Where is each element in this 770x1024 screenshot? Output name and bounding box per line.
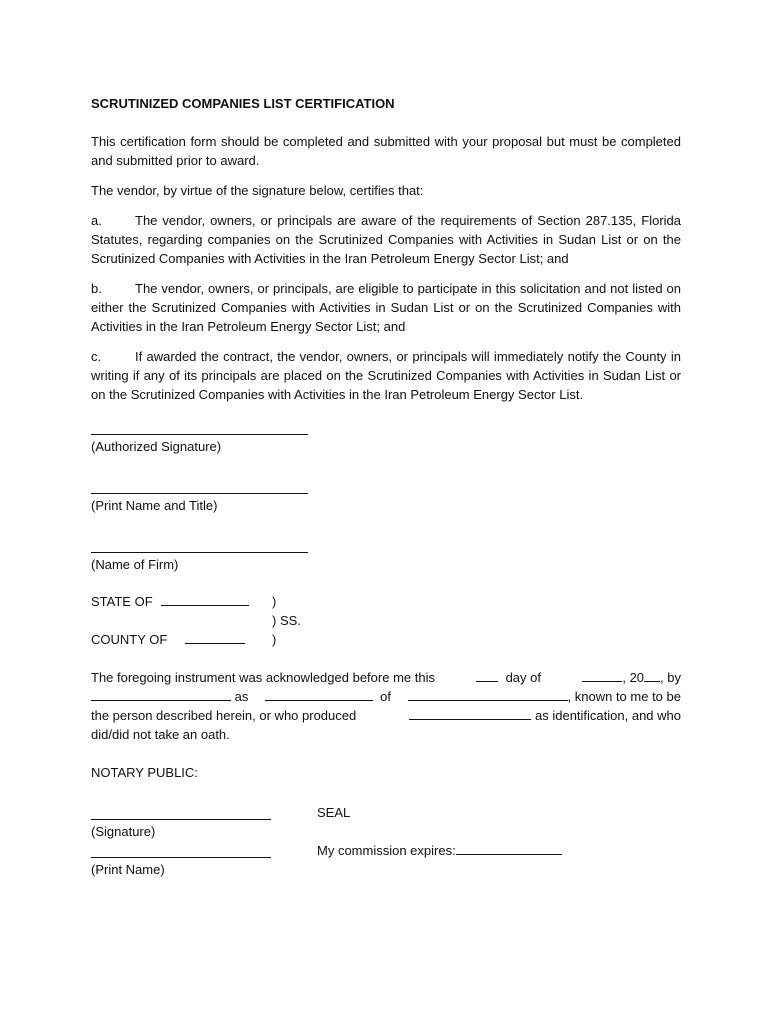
day-blank[interactable] (476, 668, 498, 682)
notary-section (91, 803, 681, 913)
commission-blank[interactable] (456, 841, 562, 855)
list-item-text: If awarded the contract, the vendor, owners, or principals will immediately notify the County in writing if any of its principals are placed on the Scrutinized Companies with Activities in Sudan List or on the Scrutinized Companies with Activities in the Iran Petroleum Energy Sector List. (91, 349, 681, 402)
person-blank[interactable] (91, 687, 231, 701)
seal-label: SEAL (317, 805, 351, 820)
as-text: as (234, 689, 249, 704)
notary-signature-line[interactable] (91, 819, 271, 820)
certifies-paragraph: The vendor, by virtue of the signature below, certifies that: (91, 183, 424, 198)
comma-by-text: , by (660, 670, 681, 685)
year-blank[interactable] (644, 668, 660, 682)
print-name-title-label: (Print Name and Title) (91, 498, 218, 513)
list-marker: a. (91, 213, 102, 228)
paren-bottom: ) (272, 632, 277, 647)
known-text: , known to me to be (567, 689, 681, 704)
notary-heading: NOTARY PUBLIC: (91, 765, 198, 780)
ack-line-2 (91, 687, 681, 706)
state-blank[interactable] (161, 592, 249, 606)
identification-text: as identification, and who (535, 708, 681, 723)
acknowledgment-paragraph (91, 668, 681, 744)
notary-print-name-label: (Print Name) (91, 862, 165, 877)
commission-row (317, 841, 562, 860)
firm-name-label: (Name of Firm) (91, 557, 179, 572)
list-marker: b. (91, 281, 102, 296)
county-label: COUNTY OF (91, 632, 168, 647)
notary-print-name-line[interactable] (91, 857, 271, 858)
list-item (91, 347, 681, 404)
ack-line-1 (91, 668, 681, 687)
list-item-text: The vendor, owners, or principals, are eligible to participate in this solicitation and not listed on either the Scrutinized Companies with Activities in Sudan List or on the Scrutinized Companies with Activities in the Iran Petroleum Energy Sector List; and (91, 281, 681, 334)
list-marker: c. (91, 349, 102, 364)
identification-blank[interactable] (409, 706, 531, 720)
list-item-text: The vendor, owners, or principals are aware of the requirements of Section 287.135, Florida Statutes, regarding companies on the Scrutinized Companies with Activities in Sudan List or on the Scrutinized Companies with Activities in the Iran Petroleum Energy Sector List; and (91, 213, 681, 266)
list-item (91, 211, 681, 268)
list-item (91, 279, 681, 336)
ack-line-3 (91, 706, 681, 725)
certification-document (91, 94, 681, 913)
signature-block (91, 434, 681, 574)
intro-paragraph: This certification form should be completed and submitted with your proposal but must be completed and submitted prior to award. (91, 134, 681, 168)
of-text: of (380, 689, 391, 704)
document-title: SCRUTINIZED COMPANIES LIST CERTIFICATION (91, 96, 395, 111)
ss-row (91, 611, 681, 630)
firm-blank[interactable] (408, 687, 568, 701)
paren-top: ) (272, 594, 277, 609)
oath-text: did/did not take an oath. (91, 727, 230, 742)
county-blank[interactable] (185, 630, 245, 644)
authorized-signature-label: (Authorized Signature) (91, 439, 222, 454)
county-row (91, 630, 681, 649)
produced-text: the person described herein, or who produced (91, 708, 357, 723)
commission-label: My commission expires: (317, 843, 456, 858)
print-name-title-line[interactable] (91, 493, 308, 494)
title-blank[interactable] (265, 687, 373, 701)
state-row (91, 592, 681, 611)
ss-label: ) SS. (272, 613, 301, 628)
comma-20-text: , 20 (622, 670, 645, 685)
authorized-signature-line[interactable] (91, 434, 308, 435)
firm-name-line[interactable] (91, 552, 308, 553)
state-label: STATE OF (91, 594, 153, 609)
ack-intro-text: The foregoing instrument was acknowledged before me this (91, 670, 435, 685)
month-blank[interactable] (582, 668, 622, 682)
notary-signature-label: (Signature) (91, 824, 156, 839)
day-of-text: day of (505, 670, 541, 685)
